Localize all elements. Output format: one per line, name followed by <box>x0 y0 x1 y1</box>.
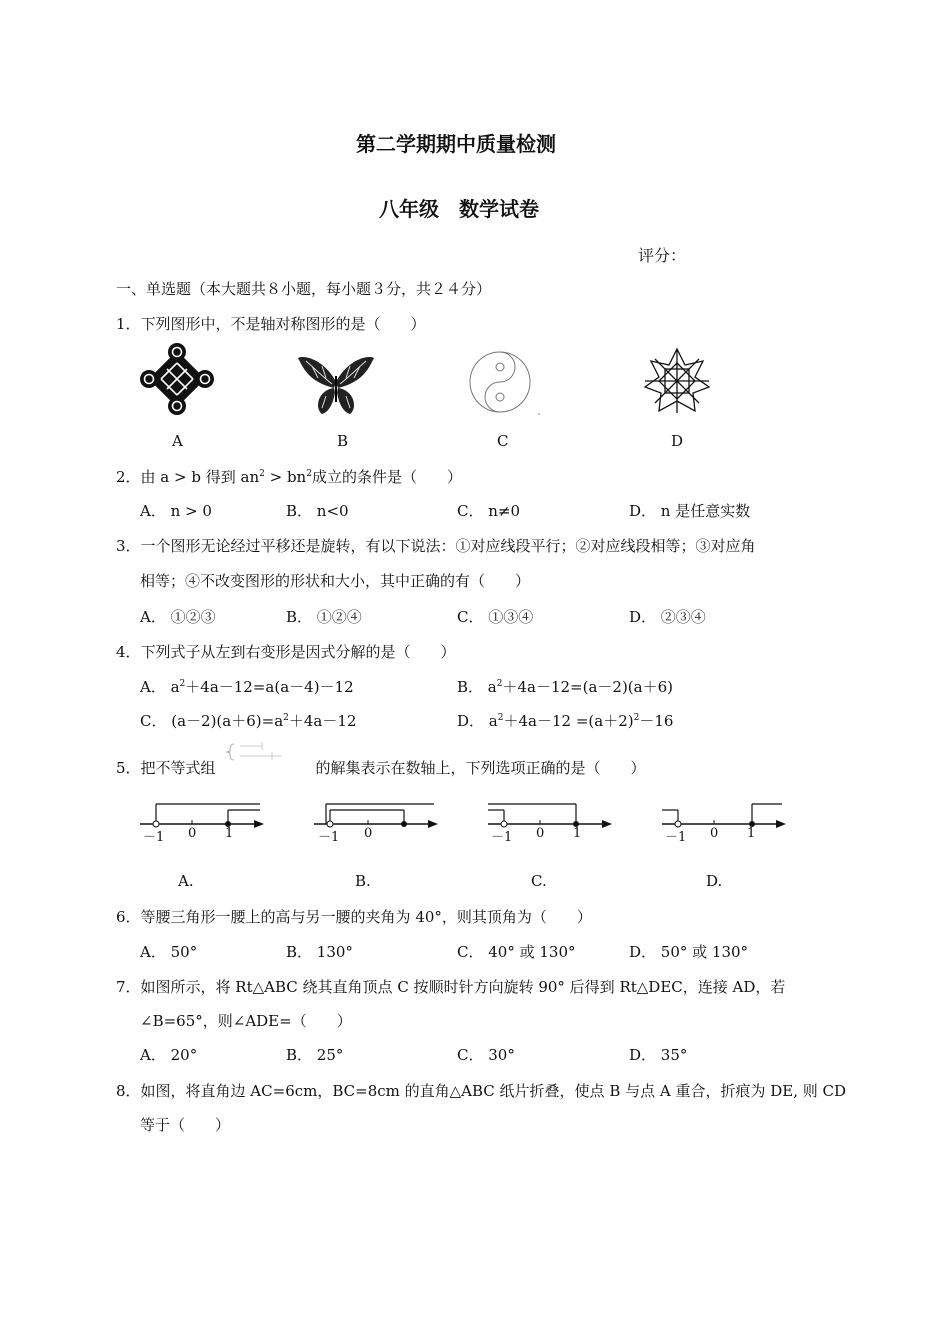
q3-option-c: C． ①③④ <box>457 608 534 626</box>
line-c-tick-1: 1 <box>573 826 582 841</box>
q2-option-a: A． n > 0 <box>140 502 212 520</box>
question-7-line-1: 7．如图所示，将 Rt△ABC 绕其直角顶点 C 按顺时针方向旋转 90° 后得到 Rt△DEC，连接 AD，若 <box>116 978 786 996</box>
q7-option-c: C． 30° <box>457 1046 515 1064</box>
question-7-line-2: ∠B=65°，则∠ADE=（ ） <box>140 1012 352 1030</box>
q6-option-b: B． 130° <box>286 943 353 961</box>
question-8-line-1: 8．如图，将直角边 AC=6cm，BC=8cm 的直角△ABC 纸片折叠，使点 B 与点 A 重合，折痕为 DE, 则 CD <box>116 1082 847 1100</box>
question-3-line-2: 相等；④不改变图形的形状和大小，其中正确的有（ ） <box>140 572 531 590</box>
q1-label-d: D <box>671 432 684 450</box>
line-a-tick-0: 0 <box>188 826 197 841</box>
q1-label-c: C <box>497 432 509 450</box>
q4-option-c: C． $(a-2)(a+6)=a^2+4a-12$ <box>140 712 357 730</box>
page-subtitle: 八年级 数学试卷 <box>379 197 539 221</box>
yin-yang-icon <box>465 350 545 416</box>
inequality-system-image <box>222 740 322 764</box>
q2-option-c: C． n≠0 <box>457 502 521 520</box>
q4-option-b: B． $a^2+4a-12=(a-2)(a+6)$ <box>457 678 673 696</box>
line-d-tick-neg1: －1 <box>665 830 687 845</box>
butterfly-icon <box>296 352 376 418</box>
q7-option-a: A． 20° <box>140 1046 198 1064</box>
question-3-line-1: 3．一个图形无论经过平移还是旋转，有以下说法：①对应线段平行；②对应线段相等；③对应角 <box>116 537 756 555</box>
question-2-text: 2．由 a > b 得到 $an^2 > bn^2$成立的条件是（ ） <box>116 468 462 486</box>
q5-label-b: B. <box>355 872 371 890</box>
section-heading: 一、单选题（本大题共８小题，每小题３分，共２４分） <box>116 280 492 298</box>
line-c-tick-neg1: －1 <box>491 830 513 845</box>
question-6-text: 6．等腰三角形一腰上的高与另一腰的夹角为 40°，则其顶角为（ ） <box>116 908 592 926</box>
q3-option-a: A． ①②③ <box>140 608 216 626</box>
q3-option-b: B． ①②④ <box>286 608 362 626</box>
line-a-tick-neg1: －1 <box>143 830 165 845</box>
q1-label-b: B <box>337 432 349 450</box>
question-4-text: 4．下列式子从左到右变形是因式分解的是（ ） <box>116 643 456 661</box>
q5-label-d: D. <box>706 872 723 890</box>
q5-label-a: A. <box>178 872 194 890</box>
line-b-tick-0: 0 <box>364 826 373 841</box>
question-5-text: 5．把不等式组 的解集表示在数轴上，下列选项正确的是（ ） <box>116 759 646 777</box>
chinese-knot-icon <box>140 343 214 415</box>
q7-option-b: B． 25° <box>286 1046 344 1064</box>
q2-option-b: B． n<0 <box>286 502 349 520</box>
question-8-line-2: 等于（ ） <box>140 1116 231 1134</box>
question-1-text: 1．下列图形中，不是轴对称图形的是（ ） <box>116 315 426 333</box>
line-b-tick-neg1: －1 <box>318 830 340 845</box>
line-a-tick-1: 1 <box>225 826 234 841</box>
score-label: 评分： <box>638 246 687 265</box>
q6-option-d: D． 50° 或 130° <box>629 943 749 961</box>
line-d-tick-1: 1 <box>747 826 756 841</box>
star-icon <box>643 347 711 415</box>
q7-option-d: D． 35° <box>629 1046 688 1064</box>
q6-option-a: A． 50° <box>140 943 198 961</box>
page-title: 第二学期期中质量检测 <box>356 132 556 156</box>
q5-label-c: C. <box>531 872 547 890</box>
q4-option-a: A． $a^2+4a-12=a(a-4)-12$ <box>140 678 354 696</box>
q3-option-d: D． ②③④ <box>629 608 706 626</box>
q2-option-d: D． n 是任意实数 <box>629 502 751 520</box>
q4-option-d: D． $a^2+4a-12 =(a+2)^2-16$ <box>457 712 674 730</box>
q1-label-a: A <box>172 432 183 450</box>
q6-option-c: C． 40° 或 130° <box>457 943 576 961</box>
line-c-tick-0: 0 <box>536 826 545 841</box>
line-d-tick-0: 0 <box>710 826 719 841</box>
